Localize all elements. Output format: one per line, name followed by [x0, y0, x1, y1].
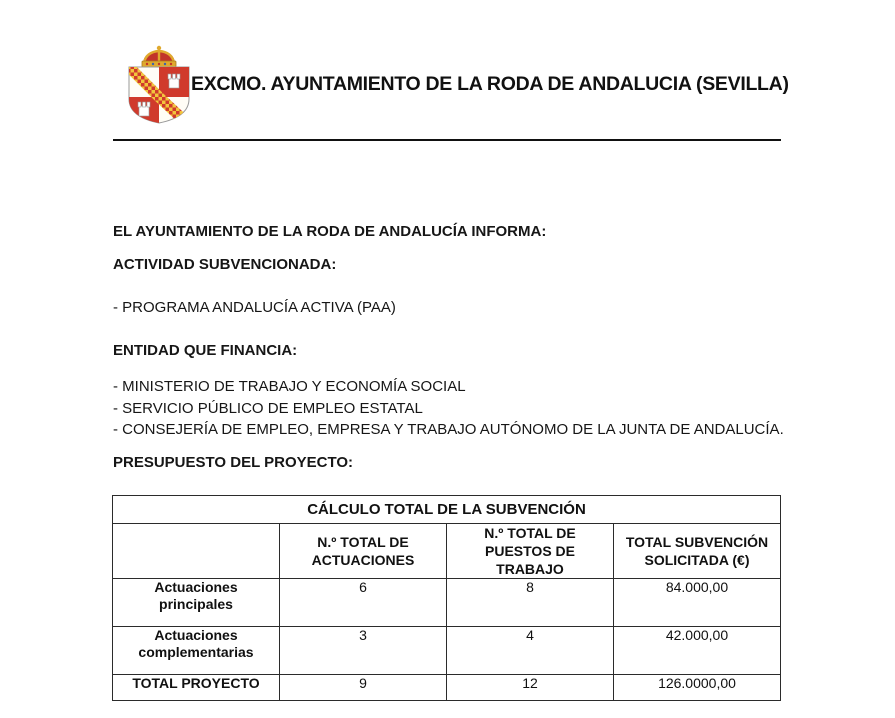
cell-subvencion: 84.000,00 — [614, 579, 781, 627]
table-row — [113, 579, 781, 627]
budget-table — [112, 495, 781, 701]
cell-puestos: 4 — [447, 627, 614, 675]
financing-list — [113, 376, 784, 441]
table-row — [113, 627, 781, 675]
activity-item: - PROGRAMA ANDALUCÍA ACTIVA (PAA) — [113, 299, 396, 316]
column-header-actuaciones: N.º TOTAL DE ACTUACIONES — [280, 524, 447, 579]
cell-subvencion: 126.0000,00 — [614, 675, 781, 701]
cell-actuaciones: 3 — [280, 627, 447, 675]
financing-item: - CONSEJERÍA DE EMPLEO, EMPRESA Y TRABAJO AUTÓNOMO DE LA JUNTA DE ANDALUCÍA. — [113, 421, 784, 438]
table-title: CÁLCULO TOTAL DE LA SUBVENCIÓN — [113, 496, 781, 524]
activity-heading: ACTIVIDAD SUBVENCIONADA: — [113, 256, 337, 273]
cell-puestos: 8 — [447, 579, 614, 627]
row-label: Actuaciones complementarias — [113, 627, 280, 675]
cell-actuaciones: 9 — [280, 675, 447, 701]
table-title-row — [113, 496, 781, 524]
coat-of-arms-svg — [127, 41, 191, 124]
cell-puestos: 12 — [447, 675, 614, 701]
financing-heading: ENTIDAD QUE FINANCIA: — [113, 342, 298, 359]
column-header-empty — [113, 524, 280, 579]
budget-heading: PRESUPUESTO DEL PROYECTO: — [113, 454, 354, 471]
financing-item: - SERVICIO PÚBLICO DE EMPLEO ESTATAL — [113, 399, 423, 417]
column-header-puestos: N.º TOTAL DE PUESTOS DE TRABAJO — [447, 524, 614, 579]
column-header-subvencion: TOTAL SUBVENCIÓN SOLICITADA (€) — [614, 524, 781, 579]
row-label: TOTAL PROYECTO — [113, 675, 280, 701]
header-divider — [113, 139, 781, 141]
coat-of-arms-icon — [127, 41, 191, 124]
document-title: EXCMO. AYUNTAMIENTO DE LA RODA DE ANDALUCIA (SEVILLA) — [191, 73, 789, 95]
intro-heading: EL AYUNTAMIENTO DE LA RODA DE ANDALUCÍA INFORMA: — [113, 223, 547, 240]
row-label: Actuaciones principales — [113, 579, 280, 627]
cell-subvencion: 42.000,00 — [614, 627, 781, 675]
cell-actuaciones: 6 — [280, 579, 447, 627]
table-header-row — [113, 524, 781, 579]
table-total-row — [113, 675, 781, 701]
financing-item: - MINISTERIO DE TRABAJO Y ECONOMÍA SOCIAL — [113, 378, 466, 395]
